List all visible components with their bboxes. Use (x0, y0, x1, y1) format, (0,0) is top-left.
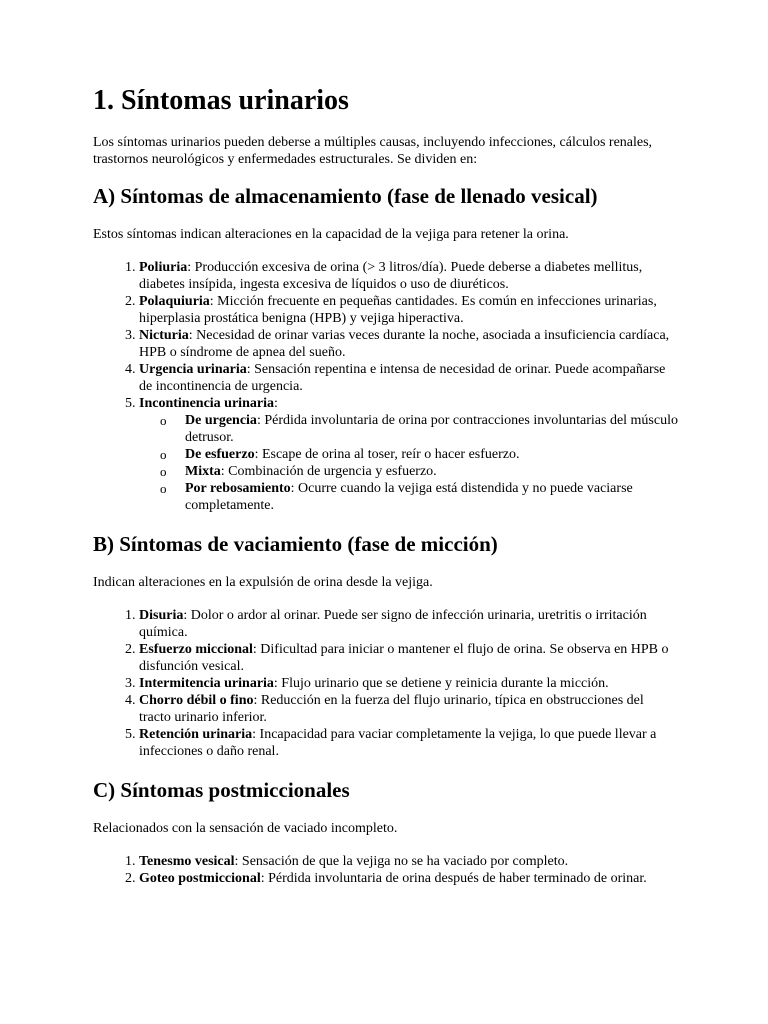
section-postvoid-symptoms (93, 778, 678, 887)
term: Chorro débil o fino (139, 692, 254, 708)
description: : Pérdida involuntaria de orina por contracciones involuntarias del músculo detrusor. (185, 412, 678, 445)
list-item (139, 395, 678, 514)
description: : Flujo urinario que se detiene y reinicia durante la micción. (273, 675, 609, 691)
term: Tenesmo vesical (139, 854, 235, 870)
term: Urgencia urinaria (139, 361, 247, 377)
description: : Micción frecuente en pequeñas cantidades. Es común en infecciones urinarias, hiperplasia prostática benigna (HPB) y vejiga hiperactiva. (139, 293, 657, 326)
term: De urgencia (185, 412, 257, 428)
symptom-list (93, 607, 678, 760)
term: Disuria (139, 607, 184, 623)
description: : Dificultad para iniciar o mantener el flujo de orina. Se observa en HPB o disfunción vesical. (139, 641, 669, 674)
description: : Dolor o ardor al orinar. Puede ser signo de infección urinaria, uretritis o irritación química. (139, 607, 647, 640)
list-item (139, 870, 678, 887)
term: Nicturia (139, 327, 189, 343)
list-item (139, 607, 678, 641)
sub-list-item (185, 480, 678, 514)
description: : Pérdida involuntaria de orina después de haber terminado de orinar. (260, 871, 647, 887)
term: De esfuerzo (185, 446, 255, 462)
sub-list-item (185, 463, 678, 480)
term: Poliuria (139, 259, 188, 275)
description: : Escape de orina al toser, reír o hacer esfuerzo. (254, 446, 520, 462)
list-item (139, 853, 678, 870)
description: : Reducción en la fuerza del flujo urinario, típica en obstrucciones del tracto urinario inferior. (139, 692, 644, 725)
list-item (139, 259, 678, 293)
term: Incontinencia urinaria (139, 395, 274, 411)
description: : Incapacidad para vaciar completamente la vejiga, lo que puede llevar a infecciones o daño renal. (139, 726, 657, 759)
description: : (273, 395, 278, 411)
term: Intermitencia urinaria (139, 675, 274, 691)
term: Goteo postmiccional (139, 871, 261, 887)
section-heading: C) Síntomas postmiccionales (93, 777, 350, 802)
description: : Sensación repentina e intensa de necesidad de orinar. Puede acompañarse de incontinencia de urgencia. (139, 361, 666, 394)
term: Retención urinaria (139, 726, 253, 742)
sub-list-item (185, 446, 678, 463)
section-storage-symptoms (93, 184, 678, 514)
list-item (139, 641, 678, 675)
list-item (139, 675, 678, 692)
symptom-list (93, 853, 678, 887)
description: : Sensación de que la vejiga no se ha vaciado por completo. (234, 854, 569, 870)
description: : Necesidad de orinar varias veces durante la noche, asociada a insuficiencia cardíaca, HPB o síndrome de apnea del sueño. (139, 327, 670, 360)
symptom-list (93, 259, 678, 514)
sub-list (139, 412, 678, 514)
term: Polaquiuria (139, 293, 210, 309)
page-title: 1. Síntomas urinarios (93, 85, 349, 116)
term: Esfuerzo miccional (139, 641, 253, 657)
intro-paragraph: Los síntomas urinarios pueden deberse a múltiples causas, incluyendo infecciones, cálculos renales, trastornos neurológicos y enfermedades estructurales. Se dividen en: (93, 134, 653, 167)
sub-list-item (185, 412, 678, 446)
section-voiding-symptoms (93, 532, 678, 760)
section-text: Estos síntomas indican alteraciones en la capacidad de la vejiga para retener la orina. (93, 226, 569, 242)
list-item (139, 293, 678, 327)
term: Por rebosamiento (185, 480, 291, 496)
description: : Producción excesiva de orina (> 3 litros/día). Puede deberse a diabetes mellitus, diabetes insípida, ingesta excesiva de líquidos o uso de diuréticos. (139, 259, 643, 292)
term: Mixta (185, 463, 221, 479)
list-item (139, 726, 678, 760)
description: : Ocurre cuando la vejiga está distendida y no puede vaciarse completamente. (185, 480, 633, 513)
section-text: Indican alteraciones en la expulsión de orina desde la vejiga. (93, 574, 433, 590)
section-text: Relacionados con la sensación de vaciado incompleto. (93, 821, 398, 837)
section-heading: A) Síntomas de almacenamiento (fase de llenado vesical) (93, 183, 598, 208)
list-item (139, 327, 678, 361)
list-item (139, 361, 678, 395)
list-item (139, 692, 678, 726)
description: : Combinación de urgencia y esfuerzo. (220, 463, 437, 479)
section-heading: B) Síntomas de vaciamiento (fase de micción) (93, 531, 498, 556)
